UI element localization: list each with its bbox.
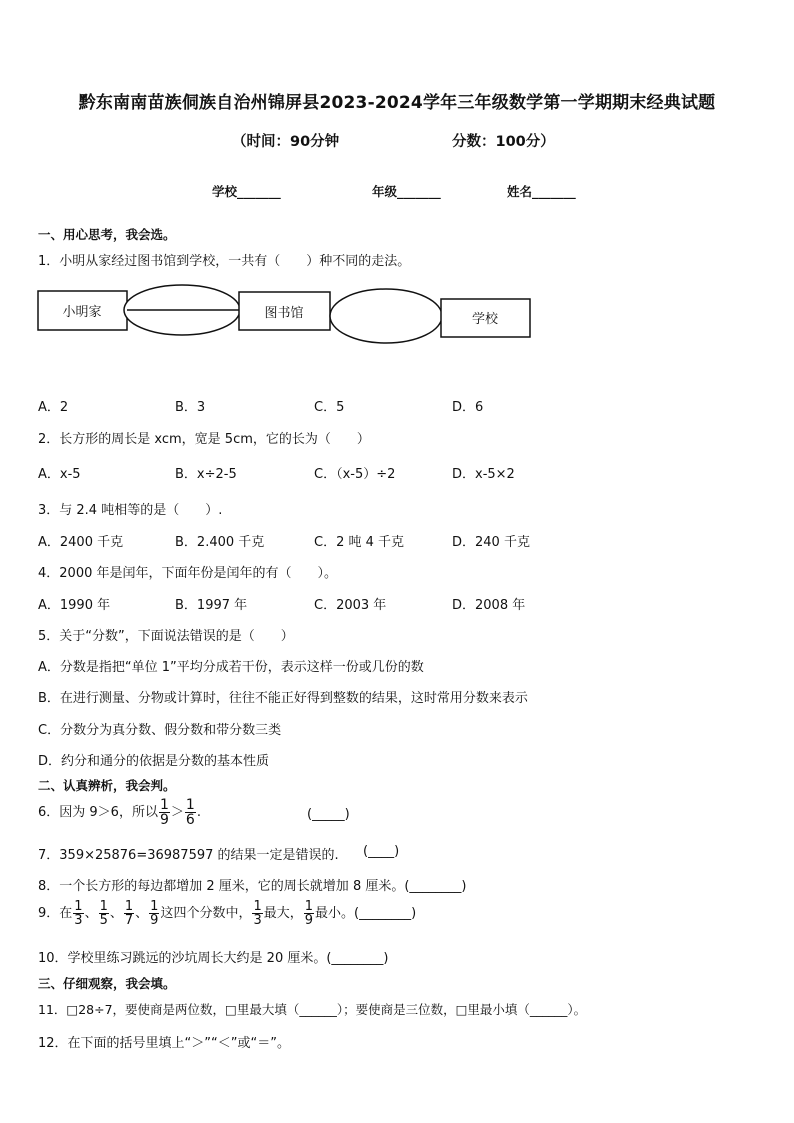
q1-option-a[interactable]: A．2 — [38, 400, 69, 415]
q9-fraction-3: $\frac{1}{7}$ — [124, 899, 134, 928]
exam-time: （时间：90分钟 — [232, 134, 340, 150]
name-field[interactable]: 姓名_______ — [507, 184, 576, 199]
question-10[interactable]: 10．学校里练习跳远的沙坑周长大约是 20 厘米。(________) — [38, 951, 389, 966]
q5-option-a[interactable]: A．分数是指把“单位 1”平均分成若干份，表示这样一份或几份的数 — [38, 660, 424, 675]
q1-option-d[interactable]: D．6 — [452, 400, 484, 415]
grade-field[interactable]: 年级_______ — [372, 184, 441, 199]
q1-option-b[interactable]: B．3 — [175, 400, 206, 415]
question-8[interactable]: 8．一个长方形的每边都增加 2 厘米，它的周长就增加 8 厘米。(________) — [38, 879, 467, 894]
q5-option-d[interactable]: D．约分和通分的依据是分数的基本性质 — [38, 754, 270, 769]
section-3-heading: 三、仔细观察，我会填。 — [38, 976, 176, 991]
question-5: 5．关于“分数”，下面说法错误的是（ ） — [38, 629, 294, 644]
q3-option-b[interactable]: B．2.400 千克 — [175, 535, 265, 550]
q9-mid1: 这四个分数中， — [160, 906, 252, 921]
q7-answer-blank[interactable]: (____) — [363, 844, 400, 859]
q2-option-a[interactable]: A．x-5 — [38, 467, 81, 482]
q4-option-b[interactable]: B．1997 年 — [175, 598, 248, 613]
q9-prefix: 9．在 — [38, 906, 73, 921]
question-2: 2．长方形的周长是 xcm，宽是 5cm，它的长为（ ） — [38, 432, 370, 447]
q3-option-a[interactable]: A．2400 千克 — [38, 535, 124, 550]
q6-fraction-1: $\frac{1}{9}$ — [159, 797, 169, 828]
section-1-heading: 一、用心思考，我会选。 — [38, 227, 176, 242]
library-label: 图书馆 — [264, 306, 304, 321]
q3-option-d[interactable]: D．240 千克 — [452, 535, 530, 550]
q9-fraction-2: $\frac{1}{5}$ — [99, 899, 108, 928]
home-label: 小明家 — [62, 305, 102, 320]
q5-option-c[interactable]: C．分数分为真分数、假分数和带分数三类 — [38, 723, 282, 738]
q2-option-d[interactable]: D．x-5×2 — [452, 467, 515, 482]
q9-fraction-min: $\frac{1}{9}$ — [304, 899, 314, 928]
route-ellipse-2 — [330, 289, 442, 343]
question-12: 12．在下面的括号里填上“＞”“＜”或“＝”。 — [38, 1036, 290, 1051]
q9-fraction-max: $\frac{1}{3}$ — [253, 899, 262, 928]
q9-suffix[interactable]: 最小。(________) — [315, 906, 417, 921]
school-label: 学校 — [471, 312, 499, 327]
q6-answer-blank[interactable]: (_____) — [307, 807, 350, 822]
page-title: 黔东南南苗族侗族自治州锦屏县2023-2024学年三年级数学第一学期期末经典试题 — [78, 93, 716, 113]
q1-option-c[interactable]: C．5 — [314, 400, 345, 415]
question-4: 4．2000 年是闰年，下面年份是闰年的有（ ）。 — [38, 566, 337, 581]
q6-compare: ＞ — [170, 805, 184, 820]
q6-fraction-2: $\frac{1}{6}$ — [185, 797, 195, 828]
q9-fraction-4: $\frac{1}{9}$ — [150, 899, 159, 928]
q6-suffix: . — [196, 805, 201, 820]
section-2-heading: 二、认真辨析，我会判。 — [38, 778, 176, 793]
question-7: 7．359×25876=36987597 的结果一定是错误的. — [38, 848, 339, 863]
question-11[interactable]: 11．□28÷7，要使商是两位数，□里最大填（______）；要使商是三位数，□里最小填（______）。 — [38, 1002, 587, 1017]
school-field[interactable]: 学校_______ — [212, 184, 281, 199]
question-9: 9．在 $\frac{1}{3}$ 、 $\frac{1}{5}$ 、 $\frac{1}{7}$ 、 $\frac{1}{9}$ 这四个分数中， $\frac{1}{3}$ 最大， $\frac{1}{9}$ 最小。(________) — [38, 899, 417, 928]
q4-option-d[interactable]: D．2008 年 — [452, 598, 526, 613]
question-3: 3．与 2.4 吨相等的是（ ）. — [38, 503, 223, 518]
q2-option-c[interactable]: C．（x-5）÷2 — [314, 467, 396, 482]
q6-prefix: 6．因为 9＞6，所以 — [38, 805, 158, 820]
q3-option-c[interactable]: C．2 吨 4 千克 — [314, 535, 405, 550]
route-diagram — [36, 278, 536, 350]
q9-mid2: 最大， — [263, 906, 303, 921]
q2-option-b[interactable]: B．x÷2-5 — [175, 467, 237, 482]
exam-score: 分数：100分） — [452, 134, 555, 150]
q9-fraction-1: $\frac{1}{3}$ — [74, 899, 83, 928]
q4-option-c[interactable]: C．2003 年 — [314, 598, 387, 613]
q4-option-a[interactable]: A．1990 年 — [38, 598, 111, 613]
q5-option-b[interactable]: B．在进行测量、分物或计算时，往往不能正好得到整数的结果，这时常用分数来表示 — [38, 691, 528, 706]
question-1: 1．小明从家经过图书馆到学校，一共有（ ）种不同的走法。 — [38, 254, 411, 269]
question-6 — [38, 798, 201, 827]
